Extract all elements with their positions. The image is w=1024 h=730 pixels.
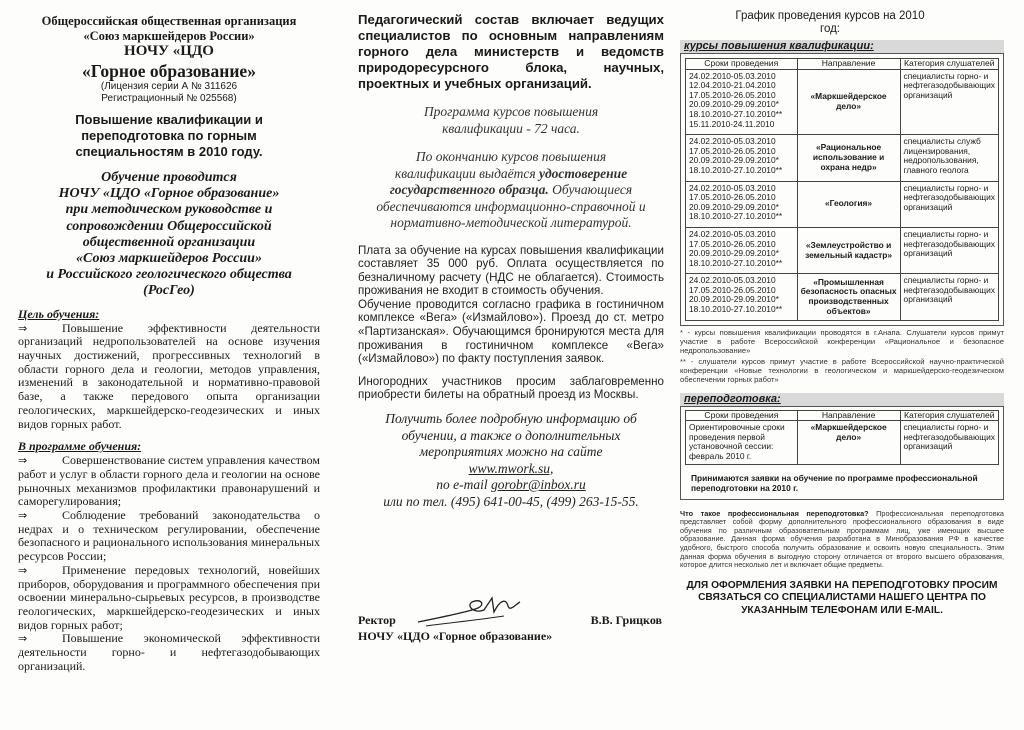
org-name-line: Общероссийская общественная организация bbox=[41, 14, 297, 28]
arrow-icon: ⇒ bbox=[18, 509, 28, 523]
qualification-table-body bbox=[686, 69, 999, 320]
program-hours-line: Программа курсов повышения bbox=[423, 104, 599, 119]
conducted-block bbox=[18, 170, 320, 300]
conducted-line: Обучение проводится bbox=[101, 170, 237, 185]
website-link[interactable]: www.mwork.su, bbox=[468, 460, 554, 476]
what-answer: Профессиональная переподготовка представляет собой форму дополнительного профессионального образования в виде обучения по различным образовательным программам лиц, уже имеющих высшее образование. Данная форма обучения разработана в Минобразования РФ в качестве удобного, быстрого способа получить образование и освоить новую специальность. Этим данная форма обучения в выгодную сторону отличается от второго высшего образования, которое длится несколько лет и включает общие предметы. bbox=[680, 508, 1004, 570]
program-item bbox=[18, 632, 320, 673]
license-block bbox=[18, 81, 320, 104]
date-range: 17.05.2010-26.05.2010 bbox=[689, 145, 776, 156]
header-audience: Категория слушателей bbox=[900, 410, 998, 421]
direction-cell: «Маркшейдерское дело» bbox=[797, 69, 900, 135]
final-call: ДЛЯ ОФОРМЛЕНИЯ ЗАЯВКИ НА ПЕРЕПОДГОТОВКУ ПРОСИМ СВЯЗАТЬСЯ СО СПЕЦИАЛИСТАМИ НАШЕГО ЦЕНТРА ПО УКАЗАННЫМ ТЕЛЕФОНАМ ИЛИ E-MAIL. bbox=[686, 579, 998, 616]
audience-cell: специалисты горно- и нефтегазодобывающих организаций bbox=[900, 69, 998, 135]
program-title: В программе обучения: bbox=[18, 439, 142, 454]
signature-icon bbox=[408, 590, 538, 630]
retrain-dates: Ориентировочные сроки проведения первой установочной сессии: февраль 2010 г. bbox=[686, 421, 798, 464]
email-link[interactable]: gorobr@inbox.ru bbox=[490, 477, 586, 493]
date-range: 20.09.2010-29.09.2010* bbox=[689, 155, 779, 166]
date-range: 24.02.2010-05.03.2010 bbox=[689, 182, 776, 193]
arrow-icon: ⇒ bbox=[18, 321, 28, 335]
date-range: 18.10.2010-27.10.2010** bbox=[689, 304, 783, 315]
org-header bbox=[18, 14, 320, 81]
goal-title: Цель обучения: bbox=[18, 306, 100, 321]
union-name: «Союз маркшейдеров России» bbox=[83, 28, 255, 43]
dates-cell bbox=[686, 227, 798, 273]
header-audience: Категория слушателей bbox=[900, 59, 998, 70]
date-range: 12.04.2010-21.04.2010 bbox=[689, 80, 776, 91]
direction-cell: «Землеустройство и земельный кадастр» bbox=[797, 227, 900, 273]
schedule-title: График проведения курсов на 2010 год: bbox=[735, 10, 925, 35]
headline: Повышение квалификации и переподготовка по горным специальностям в 2010 году. bbox=[75, 112, 263, 159]
what-question: Что такое профессиональная переподготовка? bbox=[680, 508, 869, 518]
date-range: 24.02.2010-05.03.2010 bbox=[689, 275, 776, 286]
middle-column bbox=[340, 0, 672, 730]
retrain-audience: специалисты горно- и нефтегазодобывающих организаций bbox=[900, 421, 998, 464]
certificate-line: квалификации выдаётся bbox=[394, 165, 540, 181]
conducted-line: «Союз маркшейдеров России» bbox=[76, 251, 262, 267]
certificate-paragraph bbox=[358, 149, 664, 232]
table-row bbox=[686, 135, 999, 181]
date-range: 17.05.2010-26.05.2010 bbox=[689, 284, 776, 295]
more-info-line: обучении, а также о дополнительных bbox=[401, 427, 621, 443]
date-range: 18.10.2010-27.10.2010** bbox=[689, 211, 783, 222]
what-is-retraining bbox=[680, 510, 1004, 570]
date-range: 18.10.2010-27.10.2010** bbox=[689, 257, 783, 268]
left-column bbox=[0, 0, 330, 730]
venue-paragraph: Обучение проводится согласно графика в гостиничном комплексе «Вега» («Измайлово»). Проезд до ст. метро «Партизанская». Обучающимся бронируются места для проживания в гостиничном комплексе «Вега» («Измайлово») по факту поступления заявок. bbox=[358, 297, 664, 366]
program-item-text: Совершенствование систем управления качеством работ и услуг в области горного дела и геологии на основе рыночных механизмов профилактики правонарушений и саморегулирования; bbox=[18, 453, 320, 509]
table-row bbox=[686, 181, 999, 227]
program-hours-line: квалификации - 72 часа. bbox=[442, 120, 580, 136]
date-range: 20.09.2010-29.09.2010* bbox=[689, 201, 779, 212]
retraining-table bbox=[685, 410, 999, 465]
more-info bbox=[358, 411, 664, 510]
table-row bbox=[686, 69, 999, 135]
registration-number: Регистрационный № 025568) bbox=[101, 92, 237, 104]
accept-notice: Принимаются заявки на обучение по программе профессиональной переподготовки на 2010 г. bbox=[691, 472, 978, 493]
date-range: 24.02.2010-05.03.2010 bbox=[689, 70, 776, 81]
arrow-icon: ⇒ bbox=[18, 454, 28, 468]
brand-name: «Горное образование» bbox=[82, 61, 256, 81]
dates-cell bbox=[686, 135, 798, 181]
program-item bbox=[18, 454, 320, 509]
header-direction: Направление bbox=[797, 410, 900, 421]
program-hours bbox=[358, 104, 664, 137]
certificate-bold: удостоверение государственного образца. bbox=[389, 165, 628, 197]
table-row bbox=[686, 421, 999, 464]
audience-cell: специалисты служб лицензирования, недропользования, главного геолога bbox=[900, 135, 998, 181]
date-range: 15.11.2010-24.11.2010 bbox=[689, 118, 775, 129]
audience-cell: специалисты горно- и нефтегазодобывающих организаций bbox=[900, 274, 998, 320]
date-range: 17.05.2010-26.05.2010 bbox=[689, 238, 776, 249]
email-label: по e-mail bbox=[436, 477, 491, 493]
rector-org: НОЧУ «ЦДО «Горное образование» bbox=[358, 629, 553, 643]
date-range: 20.09.2010-29.09.2010* bbox=[689, 99, 779, 110]
qualification-box bbox=[680, 53, 1004, 326]
fee-paragraph: Плата за обучение на курсах повышения квалификации составляет 35 000 руб. Оплата осуществляется по безналичному расчету (НДС не облагается). Стоимость проживания не входит в стоимость обучения. bbox=[358, 243, 664, 298]
date-range: 20.09.2010-29.09.2010* bbox=[689, 248, 779, 259]
goal-body: Повышение эффективности деятельности организаций недропользователей на основе изучения научных достижений, прогрессивных технологий в области горного дела и геологии, методов управления, изменений в законодательной и нормативно-правовой базе, а также передового опыта организации геологических, маркшейдерско-геодезических и иных видов горных работ. bbox=[18, 320, 320, 431]
direction-cell: «Геология» bbox=[797, 181, 900, 227]
program-item-text: Повышение экономической эффективности деятельности горно- и нефтегазодобывающих организаций. bbox=[18, 631, 320, 673]
table-header-row bbox=[686, 410, 999, 421]
date-range: 17.05.2010-26.05.2010 bbox=[689, 89, 776, 100]
audience-cell: специалисты горно- и нефтегазодобывающих организаций bbox=[900, 227, 998, 273]
table-header-row bbox=[686, 59, 999, 70]
qualification-band: курсы повышения квалификации: bbox=[680, 40, 1004, 53]
more-info-line: Получить более подробную информацию об bbox=[385, 411, 637, 427]
retraining-box bbox=[680, 406, 1004, 500]
program-item-text: Соблюдение требований законодательства о недрах и о техническом регулировании, обеспечение безопасного и рационального использования минеральных ресурсов России; bbox=[18, 508, 320, 564]
phone-line: или по тел. (495) 641-00-45, (499) 263-15-55. bbox=[383, 493, 639, 509]
date-range: 18.10.2010-27.10.2010** bbox=[689, 108, 783, 119]
qualification-table bbox=[685, 58, 999, 321]
certificate-line: По окончанию курсов повышения bbox=[415, 149, 607, 164]
conducted-line: при методическом руководстве и bbox=[65, 202, 273, 218]
nochu-name: НОЧУ «ЦДО bbox=[124, 43, 214, 59]
rector-label: Ректор bbox=[358, 613, 396, 627]
conducted-line: сопровождении Общероссийской bbox=[66, 218, 272, 234]
certificate-line: Обучающиеся обеспечиваются информационно-справочной и нормативно-методической литературой. bbox=[376, 182, 646, 230]
conducted-line: НОЧУ «ЦДО «Горное образование» bbox=[58, 186, 280, 202]
conducted-line: и Российского геологического общества bbox=[46, 267, 292, 283]
program-item bbox=[18, 564, 320, 633]
arrow-icon: ⇒ bbox=[18, 632, 28, 646]
footnote-1: * - курсы повышения квалификации проводятся в г.Анапа. Слушатели курсов примут участие в работе Всероссийской конференции «Рациональное и безопасное недропользование» bbox=[680, 327, 1004, 355]
program-item-text: Применение передовых технологий, новейших приборов, оборудования и программного обеспечения при освоении минерально-сырьевых ресурсов, в производстве геологических, маркшейдерско-геодезических и иных видов горных работ; bbox=[18, 562, 320, 632]
dates-cell bbox=[686, 181, 798, 227]
table-row bbox=[686, 274, 999, 320]
rector-name: В.В. Грицков bbox=[590, 613, 662, 627]
retraining-band: переподготовка: bbox=[680, 393, 1004, 406]
header-dates: Сроки проведения bbox=[686, 410, 798, 421]
goal-text bbox=[18, 322, 320, 432]
table-row bbox=[686, 227, 999, 273]
date-range: 24.02.2010-05.03.2010 bbox=[689, 228, 776, 239]
program-item bbox=[18, 509, 320, 564]
direction-cell: «Промышленная безопасность опасных производственных объектов» bbox=[797, 274, 900, 320]
license-number: (Лицензия серии А № 311626 bbox=[100, 81, 238, 92]
more-info-line: мероприятиях можно на сайте bbox=[419, 444, 603, 460]
direction-cell: «Рациональное использование и охрана недр» bbox=[797, 135, 900, 181]
dates-cell bbox=[686, 274, 798, 320]
header-dates: Сроки проведения bbox=[686, 59, 798, 70]
conducted-line: (РосГео) bbox=[143, 283, 195, 299]
nonresident-paragraph: Иногородних участников просим заблаговременно приобрести билеты на обратный проезд из Москвы. bbox=[358, 374, 664, 402]
dates-cell bbox=[686, 69, 798, 135]
staff-paragraph: Педагогический состав включает ведущих специалистов по основным направлениям горного дела министерств и ведомств природоресурсного блока, научных, проектных и учебных организаций. bbox=[358, 12, 664, 91]
date-range: 24.02.2010-05.03.2010 bbox=[689, 136, 776, 147]
retrain-direction: «Маркшейдерское дело» bbox=[797, 421, 900, 464]
conducted-line: общественной организации bbox=[82, 234, 256, 250]
date-range: 18.10.2010-27.10.2010** bbox=[689, 164, 783, 175]
header-direction: Направление bbox=[797, 59, 900, 70]
footnote-2: ** - слушатели курсов примут участие в работе Всероссийской научно-практической конференции «Новые технологии в геологическом и маркшейдерско-геодезическом обеспечении горных работ» bbox=[680, 356, 1004, 384]
date-range: 17.05.2010-26.05.2010 bbox=[689, 192, 776, 203]
arrow-icon: ⇒ bbox=[18, 563, 28, 577]
right-column bbox=[676, 0, 1024, 730]
date-range: 20.09.2010-29.09.2010* bbox=[689, 294, 779, 305]
audience-cell: специалисты горно- и нефтегазодобывающих организаций bbox=[900, 181, 998, 227]
